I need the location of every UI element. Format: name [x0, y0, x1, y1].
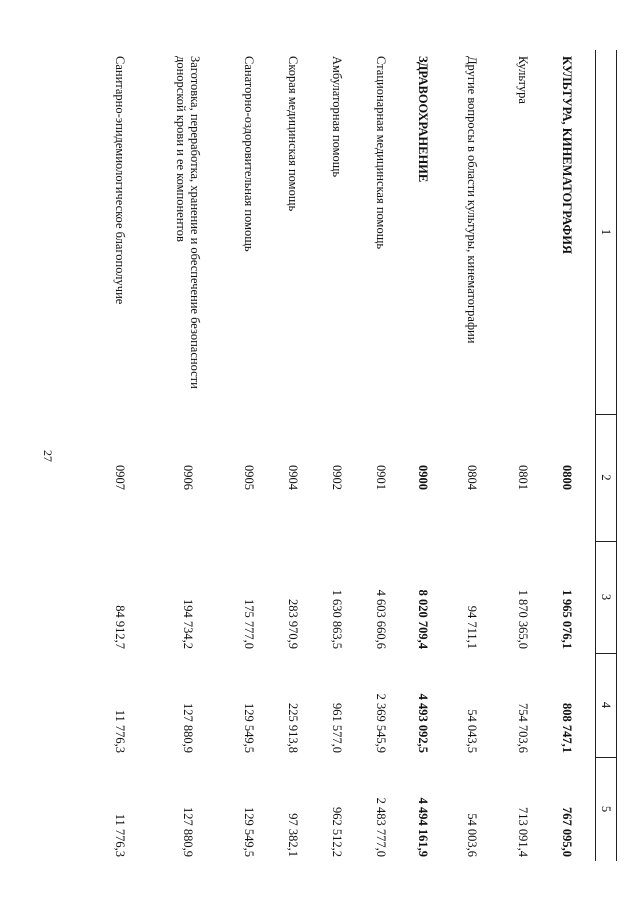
row-code: 0804 [465, 465, 479, 490]
table-row [501, 50, 545, 861]
row-value-3: 283 970,9 [286, 599, 300, 649]
row-value-5: 11 776,3 [113, 813, 127, 857]
row-value-4: 129 549,5 [242, 703, 256, 753]
budget-table-wrapper [72, 50, 617, 861]
row-name: ЗДРАВООХРАНЕНИЕ [416, 56, 430, 183]
header-col-2: 2 [599, 474, 614, 481]
row-value-4: 54 043,5 [465, 709, 479, 753]
budget-table [72, 50, 617, 861]
table-row [91, 50, 149, 861]
table-row [403, 50, 443, 861]
table-row [315, 50, 359, 861]
row-name: КУЛЬТУРА, КИНЕМАТОГРАФИЯ [560, 56, 574, 254]
row-name: Санитарно-эпидемиологическое благополучие [113, 56, 127, 305]
row-name: Санаторно-оздоровительная помощь [242, 56, 256, 252]
row-value-5: 127 880,9 [181, 807, 195, 857]
row-code: 0907 [113, 465, 127, 490]
row-value-4: 754 703,6 [516, 703, 530, 753]
row-value-3: 175 777,0 [242, 599, 256, 649]
table-row [271, 50, 315, 861]
header-divider [596, 757, 617, 758]
row-value-5: 97 382,1 [286, 813, 300, 857]
row-value-4: 4 493 092,5 [416, 693, 430, 753]
row-value-4: 225 913,8 [286, 703, 300, 753]
header-col-1: 1 [599, 228, 614, 236]
header-col-3: 3 [599, 593, 614, 601]
row-name: Заготовка, переработка, хранение и обеспечение безопасности донорской крови и ее компонентов [174, 56, 202, 389]
row-value-5: 4 494 161,9 [416, 797, 430, 857]
row-name: Скорая медицинская помощь [286, 56, 300, 212]
header-col-5: 5 [599, 805, 614, 813]
row-code: 0906 [181, 465, 195, 490]
row-value-3: 94 711,1 [465, 605, 479, 649]
row-value-5: 767 095,0 [560, 807, 574, 857]
row-code: 0801 [516, 465, 530, 490]
row-code: 0800 [560, 465, 574, 490]
row-value-5: 713 091,4 [516, 807, 530, 857]
row-value-4: 808 747,1 [560, 703, 574, 753]
row-value-5: 962 512,2 [330, 807, 344, 857]
header-top-rule [616, 50, 617, 861]
row-name: Культура [516, 56, 530, 104]
row-value-5: 129 549,5 [242, 807, 256, 857]
row-code: 0901 [374, 465, 388, 490]
header-col-4: 4 [599, 701, 614, 709]
row-value-4: 2 369 545,9 [374, 693, 388, 753]
row-value-3: 84 912,7 [113, 605, 127, 649]
table-row [545, 50, 589, 861]
header-divider [596, 653, 617, 654]
row-value-5: 54 003,6 [465, 813, 479, 857]
header-divider [596, 414, 617, 415]
row-value-4: 961 577,0 [330, 703, 344, 753]
row-value-3: 4 603 660,6 [374, 589, 388, 649]
row-code: 0900 [416, 465, 430, 490]
row-name: Стационарная медицинская помощь [374, 56, 388, 250]
page-number: 27 [41, 450, 55, 462]
row-value-4: 11 776,3 [113, 709, 127, 753]
row-value-5: 2 483 777,0 [374, 797, 388, 857]
header-bottom-rule [595, 50, 596, 861]
row-value-3: 1 965 076,1 [560, 589, 574, 649]
row-value-3: 8 020 709,4 [416, 589, 430, 649]
table-row [359, 50, 403, 861]
row-value-4: 127 880,9 [181, 703, 195, 753]
row-name: Другие вопросы в области культуры, кинематографии [465, 56, 479, 344]
row-code: 0902 [330, 465, 344, 490]
table-row [443, 50, 501, 861]
table-row [149, 50, 227, 861]
table-row [227, 50, 271, 861]
row-value-3: 194 734,2 [181, 599, 195, 649]
row-value-3: 1 630 863,5 [330, 589, 344, 649]
row-code: 0904 [286, 465, 300, 490]
row-code: 0905 [242, 465, 256, 490]
header-divider [596, 541, 617, 542]
row-value-3: 1 870 365,0 [516, 589, 530, 649]
row-name: Амбулаторная помощь [330, 56, 344, 178]
table-header-row [596, 50, 617, 861]
